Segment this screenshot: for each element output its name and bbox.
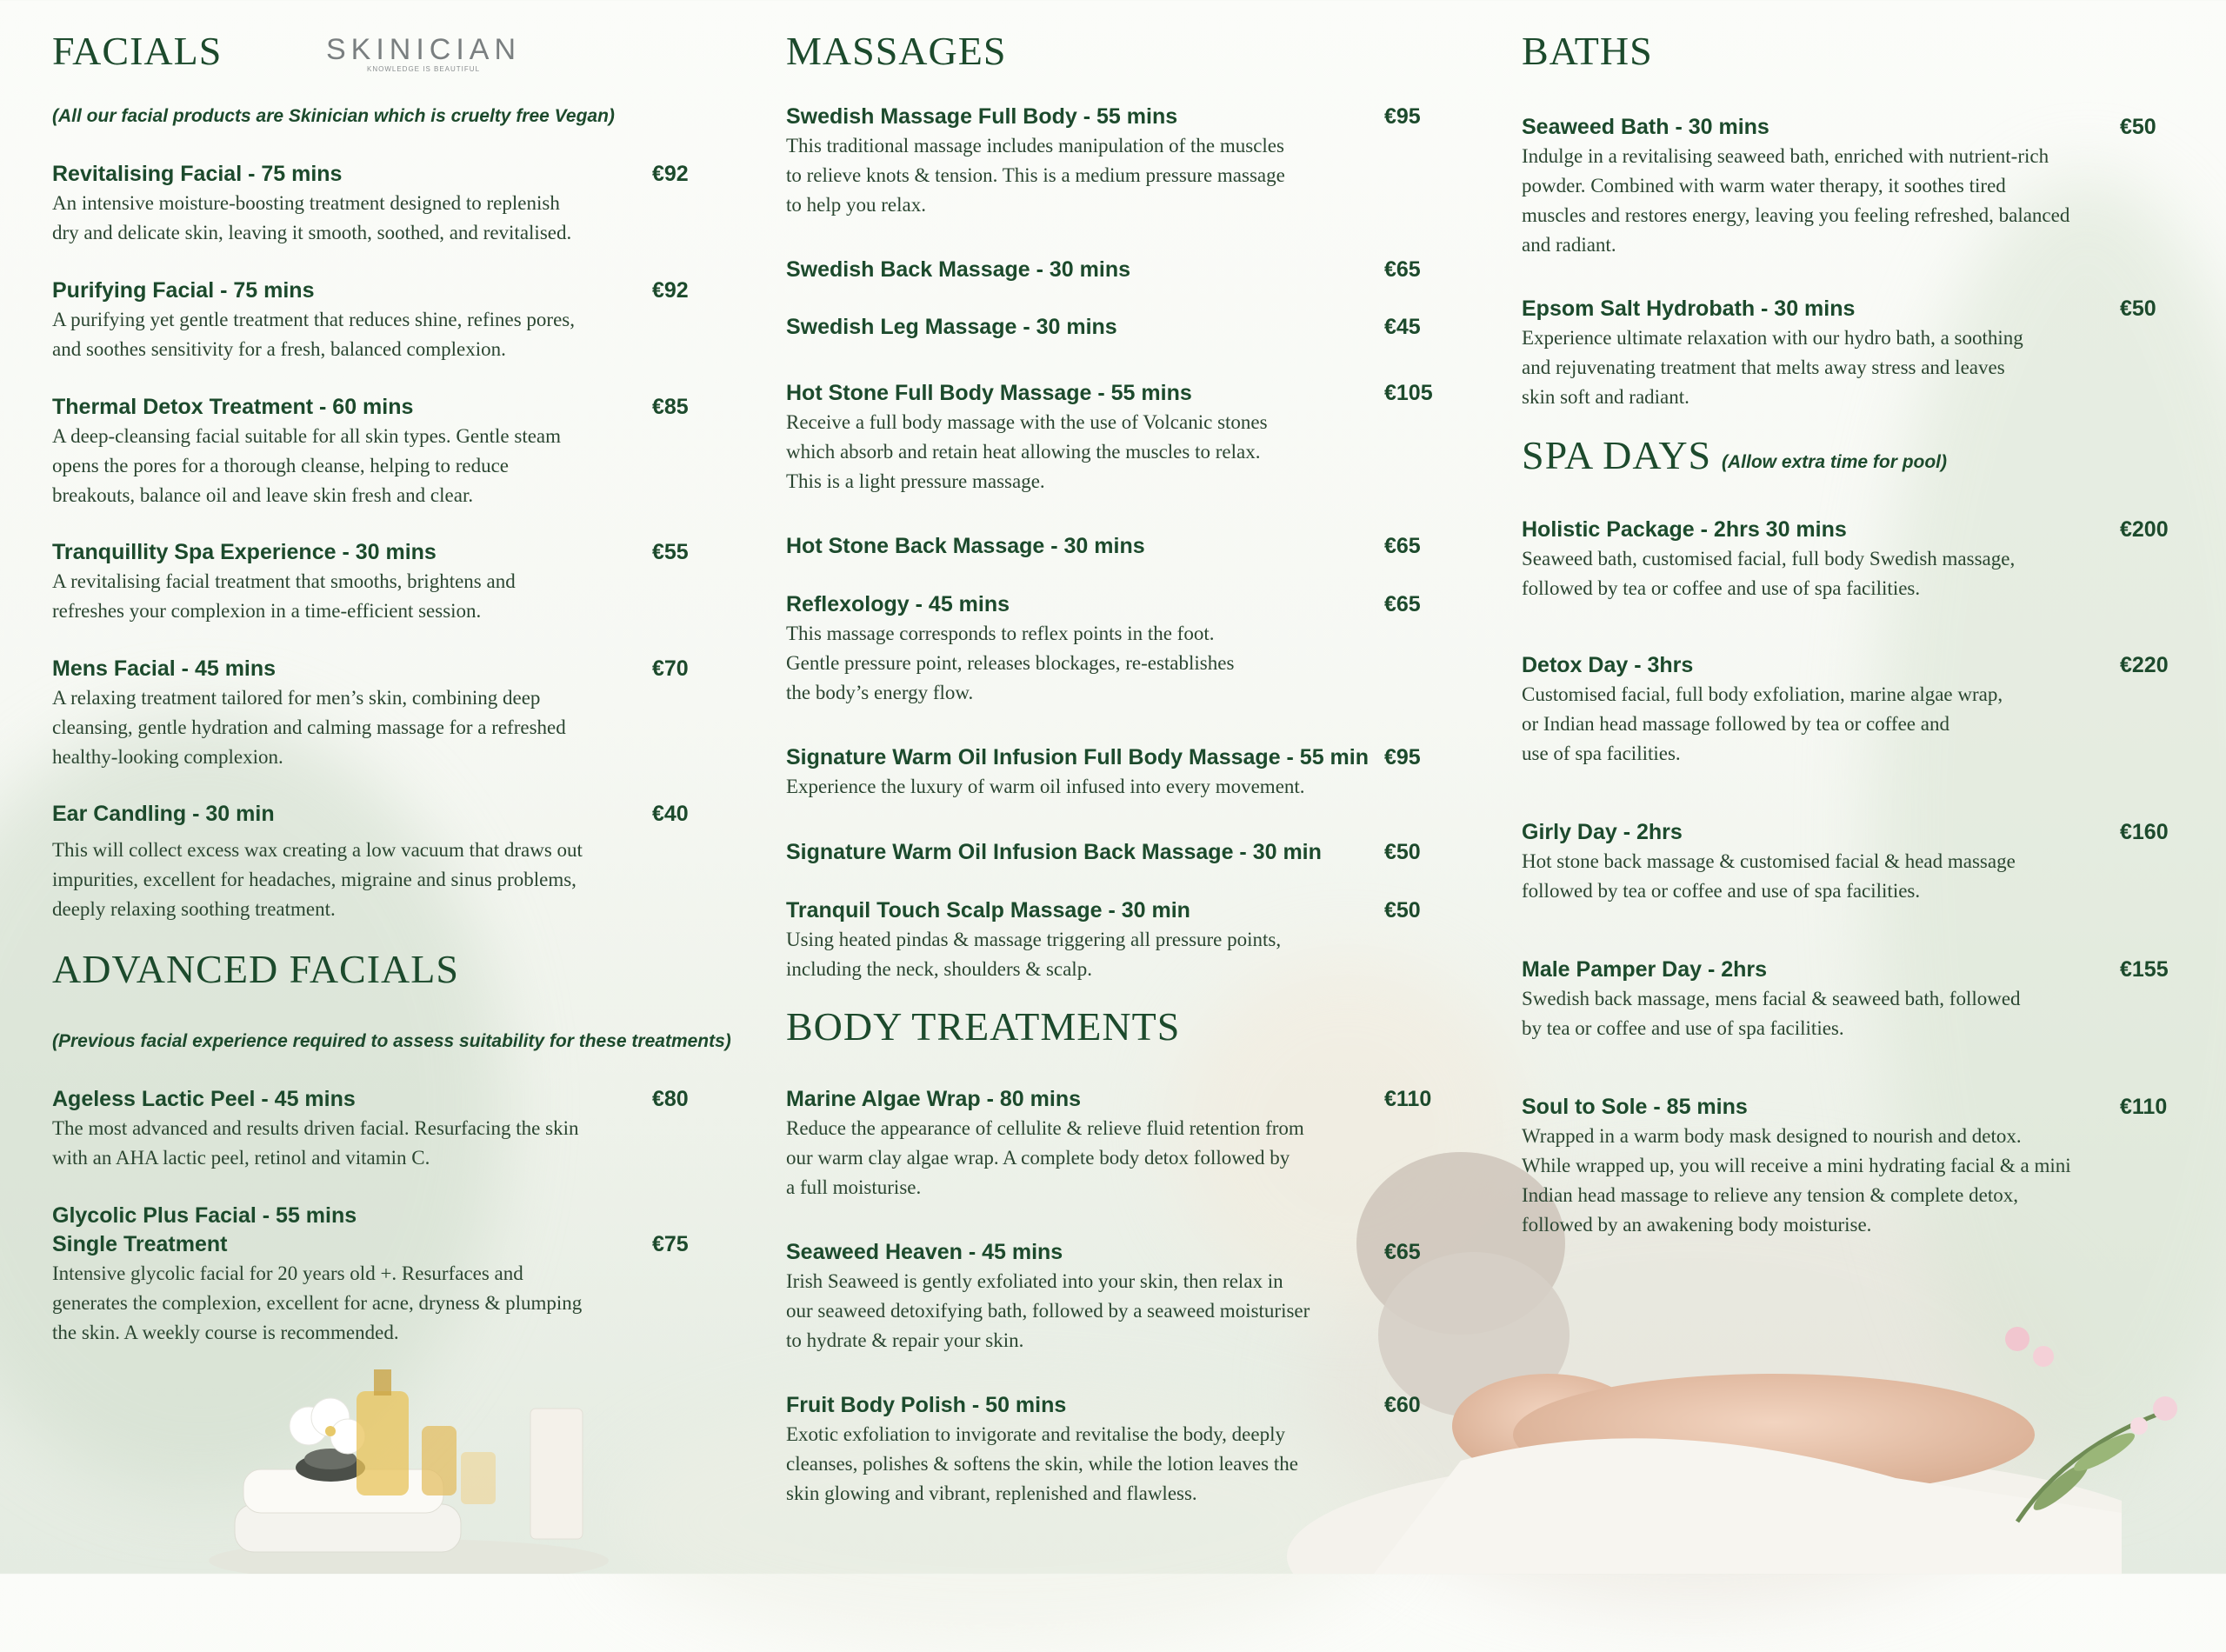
item-description: Experience the luxury of warm oil infused into every movement. bbox=[786, 776, 1305, 797]
item-name: Tranquillity Spa Experience - 30 mins bbox=[52, 540, 437, 564]
item-price: €50 bbox=[2120, 296, 2156, 321]
spa-days-heading: SPA DAYS bbox=[1522, 433, 1712, 477]
item-name: Holistic Package - 2hrs 30 mins bbox=[1522, 517, 1847, 542]
item-description: A purifying yet gentle treatment that reduces shine, refines pores, and soothes sensitivity for a fresh, balanced complexion. bbox=[52, 309, 575, 360]
item-name: Seaweed Heaven - 45 mins bbox=[786, 1240, 1063, 1264]
item-price: €50 bbox=[2120, 115, 2156, 139]
item-description: The most advanced and results driven facial. Resurfacing the skin with an AHA lactic peel, retinol and vitamin C. bbox=[52, 1117, 579, 1169]
item-price: €50 bbox=[1384, 840, 1421, 864]
spa-days-note: (Allow extra time for pool) bbox=[1722, 452, 1948, 472]
item-price: €220 bbox=[2120, 653, 2169, 677]
spa-day-item bbox=[1522, 956, 2183, 1043]
body-treatments-heading: BODY TREATMENTS bbox=[786, 1004, 1181, 1049]
advanced-facial-item bbox=[52, 1202, 713, 1348]
item-description: Hot stone back massage & customised facial & head massage followed by tea or coffee and use of spa facilities. bbox=[1522, 850, 2016, 902]
facial-item bbox=[52, 538, 713, 626]
item-name: Swedish Back Massage - 30 mins bbox=[786, 257, 1131, 282]
item-price: €55 bbox=[652, 540, 689, 564]
item-description: Receive a full body massage with the use of Volcanic stones which absorb and retain heat allowing the muscles to relax. This is a light pressure massage. bbox=[786, 411, 1268, 492]
item-name: Fruit Body Polish - 50 mins bbox=[786, 1393, 1067, 1417]
item-name: Revitalising Facial - 75 mins bbox=[52, 162, 343, 186]
item-description: A revitalising facial treatment that smooths, brightens and refreshes your complexion in a time-efficient session. bbox=[52, 570, 516, 622]
orchid-decoration-image bbox=[2000, 1356, 2209, 1530]
item-description: Seaweed bath, customised facial, full body Swedish massage, followed by tea or coffee and use of spa facilities. bbox=[1522, 548, 2016, 599]
item-name: Marine Algae Wrap - 80 mins bbox=[786, 1087, 1081, 1111]
item-description: This will collect excess wax creating a low vacuum that draws out impurities, excellent for headaches, migraine and sinus problems, deeply relaxing soothing treatment. bbox=[52, 839, 583, 920]
item-name: Male Pamper Day - 2hrs bbox=[1522, 957, 1768, 982]
item-price: €70 bbox=[652, 656, 689, 681]
item-price: €85 bbox=[652, 395, 689, 419]
facial-item bbox=[52, 160, 713, 248]
item-price: €92 bbox=[652, 278, 689, 303]
spa-day-item bbox=[1522, 516, 2183, 603]
body-treatment-item bbox=[786, 1085, 1464, 1202]
item-price: €95 bbox=[1384, 104, 1421, 129]
item-name: Reflexology - 45 mins bbox=[786, 592, 1010, 616]
item-description: Experience ultimate relaxation with our hydro bath, a soothing and rejuvenating treatment that melts away stress and leaves skin soft and radiant. bbox=[1522, 327, 2023, 408]
item-description: An intensive moisture-boosting treatment designed to replenish dry and delicate skin, leaving it smooth, soothed, and revitalised. bbox=[52, 192, 572, 243]
skinician-logo bbox=[326, 33, 521, 73]
item-price: €155 bbox=[2120, 957, 2169, 982]
spa-still-life-image bbox=[200, 1356, 617, 1574]
item-price: €65 bbox=[1384, 1240, 1421, 1264]
item-name: Signature Warm Oil Infusion Full Body Massage - 55 min bbox=[786, 745, 1370, 769]
item-subtitle: Single Treatment bbox=[52, 1232, 228, 1256]
item-price: €40 bbox=[652, 802, 689, 826]
item-description: Wrapped in a warm body mask designed to nourish and detox. While wrapped up, you will receive a mini hydrating facial & a mini Indian head massage to relieve any tension & complete detox, followed by an awakening body moisturise. bbox=[1522, 1125, 2071, 1236]
item-price: €160 bbox=[2120, 820, 2169, 844]
massage-item bbox=[786, 313, 1464, 342]
facial-item bbox=[52, 655, 713, 772]
item-price: €50 bbox=[1384, 898, 1421, 923]
logo-wordmark: SKINICIAN bbox=[326, 33, 522, 66]
item-price: €110 bbox=[1384, 1087, 1432, 1111]
item-description: Swedish back massage, mens facial & seaweed bath, followed by tea or coffee and use of spa facilities. bbox=[1522, 988, 2021, 1039]
item-description: A deep-cleansing facial suitable for all skin types. Gentle steam opens the pores for a thorough cleanse, helping to reduce breakouts, balance oil and leave skin fresh and clear. bbox=[52, 425, 562, 506]
item-name: Ageless Lactic Peel - 45 mins bbox=[52, 1087, 356, 1111]
item-description: This massage corresponds to reflex points in the foot. Gentle pressure point, releases blockages, re-establishes the body’s energy flow. bbox=[786, 623, 1235, 703]
item-name: Hot Stone Back Massage - 30 mins bbox=[786, 534, 1145, 558]
item-price: €65 bbox=[1384, 534, 1421, 558]
item-description: Irish Seaweed is gently exfoliated into your skin, then relax in our seaweed detoxifying bath, followed by a seaweed moisturiser to hydrate & repair your skin. bbox=[786, 1270, 1310, 1351]
item-name: Mens Facial - 45 mins bbox=[52, 656, 277, 681]
facial-item bbox=[52, 276, 713, 364]
massages-heading: MASSAGES bbox=[786, 29, 1007, 73]
advanced-facial-item bbox=[52, 1085, 713, 1173]
item-name: Signature Warm Oil Infusion Back Massage - 30 min bbox=[786, 840, 1322, 864]
item-price: €65 bbox=[1384, 257, 1421, 282]
massage-item bbox=[786, 379, 1464, 496]
item-price: €80 bbox=[652, 1087, 689, 1111]
facial-item bbox=[52, 393, 713, 510]
item-name: Soul to Sole - 85 mins bbox=[1522, 1095, 1748, 1119]
body-treatment-item bbox=[786, 1238, 1464, 1356]
spa-day-item bbox=[1522, 651, 2183, 769]
item-name: Ear Candling - 30 min bbox=[52, 802, 275, 826]
spa-day-item bbox=[1522, 1093, 2183, 1240]
facial-item bbox=[52, 800, 713, 924]
massage-item bbox=[786, 256, 1464, 284]
massage-item bbox=[786, 532, 1464, 561]
item-price: €92 bbox=[652, 162, 689, 186]
item-description: Intensive glycolic facial for 20 years old +. Resurfaces and generates the complexion, excellent for acne, dryness & plumping the skin. A weekly course is recommended. bbox=[52, 1262, 583, 1343]
item-price: €110 bbox=[2120, 1095, 2168, 1119]
bath-item bbox=[1522, 295, 2183, 412]
item-name: Seaweed Bath - 30 mins bbox=[1522, 115, 1769, 139]
bath-item bbox=[1522, 113, 2183, 260]
item-name: Thermal Detox Treatment - 60 mins bbox=[52, 395, 414, 419]
item-name: Detox Day - 3hrs bbox=[1522, 653, 1694, 677]
item-price: €60 bbox=[1384, 1393, 1421, 1417]
spa-day-item bbox=[1522, 818, 2183, 906]
item-price: €105 bbox=[1384, 381, 1433, 405]
item-description: Reduce the appearance of cellulite & relieve fluid retention from our warm clay algae wrap. A complete body detox followed by a full moisturise. bbox=[786, 1117, 1304, 1198]
item-price: €65 bbox=[1384, 592, 1421, 616]
item-description: Using heated pindas & massage triggering all pressure points, including the neck, shoulders & scalp. bbox=[786, 929, 1282, 980]
item-description: This traditional massage includes manipulation of the muscles to relieve knots & tension. This is a medium pressure massage to help you relax. bbox=[786, 135, 1285, 216]
item-price: €45 bbox=[1384, 315, 1421, 339]
item-description: A relaxing treatment tailored for men’s skin, combining deep cleansing, gentle hydration and calming massage for a refreshed healthy-looking complexion. bbox=[52, 687, 566, 768]
baths-heading: BATHS bbox=[1522, 29, 1653, 73]
massage-item bbox=[786, 743, 1464, 802]
massage-item bbox=[786, 103, 1464, 220]
item-name: Swedish Massage Full Body - 55 mins bbox=[786, 104, 1178, 129]
massage-item bbox=[786, 838, 1464, 867]
facials-note: (All our facial products are Skinician which is cruelty free Vegan) bbox=[52, 106, 615, 126]
item-name: Swedish Leg Massage - 30 mins bbox=[786, 315, 1117, 339]
item-name: Hot Stone Full Body Massage - 55 mins bbox=[786, 381, 1192, 405]
massage-item bbox=[786, 590, 1464, 708]
item-price: €200 bbox=[2120, 517, 2169, 542]
item-description: Indulge in a revitalising seaweed bath, enriched with nutrient-rich powder. Combined with warm water therapy, it soothes tired muscles and restores energy, leaving you feeling refreshed, balanced and radiant. bbox=[1522, 145, 2070, 256]
item-name: Epsom Salt Hydrobath - 30 mins bbox=[1522, 296, 1856, 321]
item-name: Purifying Facial - 75 mins bbox=[52, 278, 315, 303]
item-description: Exotic exfoliation to invigorate and revitalise the body, deeply cleanses, polishes & softens the skin, while the lotion leaves the skin glowing and vibrant, replenished and flawless. bbox=[786, 1423, 1298, 1504]
massage-item bbox=[786, 896, 1464, 984]
advanced-facials-heading: ADVANCED FACIALS bbox=[52, 947, 459, 991]
body-treatment-item bbox=[786, 1391, 1464, 1509]
item-name: Tranquil Touch Scalp Massage - 30 min bbox=[786, 898, 1190, 923]
item-name: Girly Day - 2hrs bbox=[1522, 820, 1683, 844]
advanced-facials-note: (Previous facial experience required to assess suitability for these treatments) bbox=[52, 1031, 731, 1051]
item-price: €75 bbox=[652, 1232, 689, 1256]
facials-heading: FACIALS bbox=[52, 29, 223, 73]
item-name: Glycolic Plus Facial - 55 mins bbox=[52, 1203, 357, 1228]
item-description: Customised facial, full body exfoliation, marine algae wrap, or Indian head massage followed by tea or coffee and use of spa facilities. bbox=[1522, 683, 2003, 764]
logo-tagline: KNOWLEDGE IS BEAUTIFUL bbox=[367, 65, 481, 73]
item-price: €95 bbox=[1384, 745, 1421, 769]
